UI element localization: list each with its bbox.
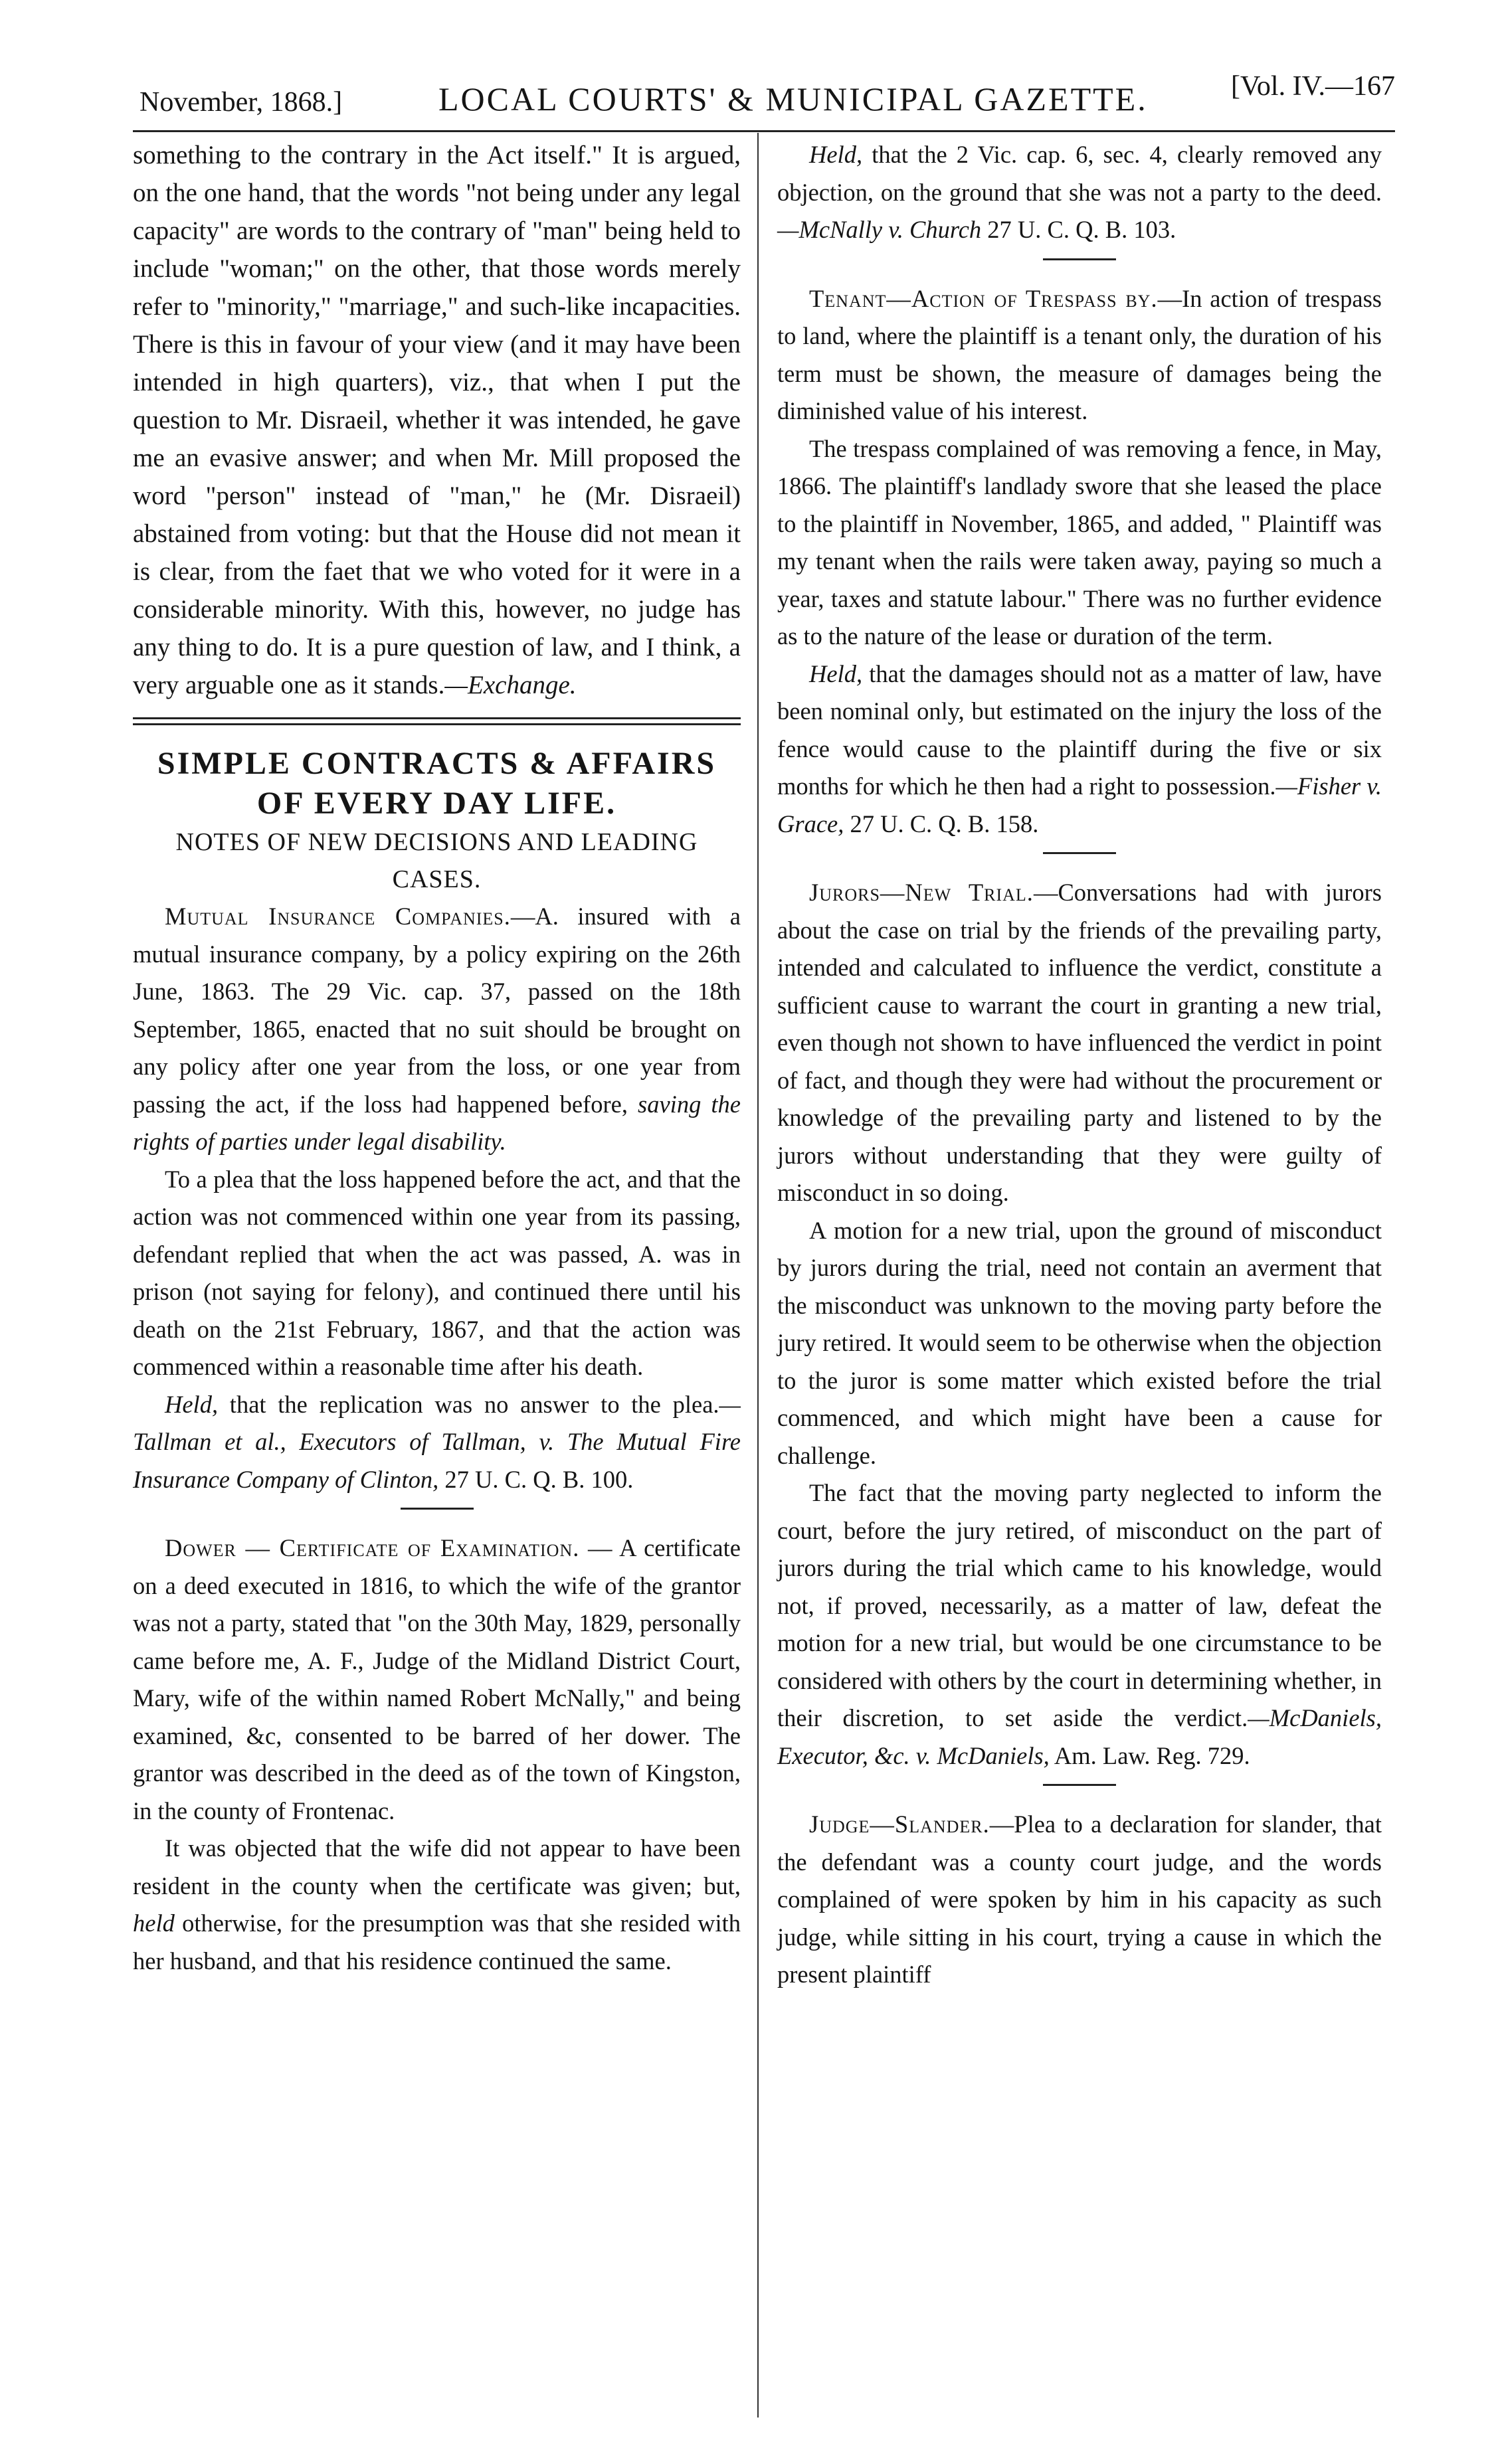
- header-title: LOCAL COURTS' & MUNICIPAL GAZETTE.: [438, 80, 1148, 118]
- dower-paragraph: Dower — Certificate of Examination. — A certificate on a deed executed in 1816, to which the wife of the grantor was not a party, stated that "on the 30th May, 1829, personally came before me, A. F., Judge of the Midland District Court, Mary, wife of the within named Robert McNally," and being examined, &c, consented to be barred of her dower. The grantor was described in the deed as of the town of Kingston, in the county of Frontenac.: [133, 1534, 741, 1824]
- jurors-motion: A motion for a new trial, upon the ground of misconduct by jurors during the trial, need not contain an averment that the misconduct was unknown to the moving party before the jury retired. It would seem to be otherwise when the objection to the juror is some matter which existed before the trial commenced, and which might have been a cause for challenge.: [777, 1216, 1382, 1469]
- dower-heading: Dower — Certificate of Examination.: [165, 1534, 580, 1561]
- dower-objection: It was objected that the wife did not appear to have been resident in the county when the certificate was given; but, held otherwise, for the presumption was that she resided with her husband, and that his residence continued the same.: [133, 1834, 741, 1975]
- tenant-citation: —Fisher v. Grace,: [777, 772, 1382, 837]
- case-separator: [401, 1508, 474, 1510]
- judge-heading: Judge—Slander.: [809, 1810, 990, 1838]
- left-column: [133, 136, 741, 1980]
- jurors-paragraph: Jurors—New Trial.—Conversations had with jurors about the case on trial by the friends of the prevailing party, intended and calculated to influence the verdict, constitute a sufficient cause to warrant the court in granting a new trial, even though not shown to have influenced the verdict in point of fact, and though they were had without the procurement or knowledge of the prevailing party and listened to by the jurors without understanding that they were guilty of misconduct in so doing.: [777, 879, 1382, 1206]
- jurors-citation: —McDaniels, Executor, &c. v. McDaniels,: [777, 1704, 1382, 1769]
- column-divider: [757, 133, 759, 2418]
- dower-held: Held, that the 2 Vic. cap. 6, sec. 4, clearly removed any objection, on the ground that she was not a party to the deed.—McNally v. Church 27 U. C. Q. B. 103.: [777, 141, 1382, 243]
- mutual-insurance-heading: Mutual Insurance Companies.: [165, 903, 511, 930]
- continued-article-source: —Exchange.: [444, 671, 577, 699]
- tenant-paragraph: Tenant—Action of Trespass by.—In action of trespass to land, where the plaintiff is a tenant only, the duration of his term must be shown, the measure of damages being the diminished value of his interest.: [777, 284, 1382, 424]
- tenant-facts: The trespass complained of was removing a fence, in May, 1866. The plaintiff's landlady swore that she leased the place to the plaintiff in November, 1865, and added, " Plaintiff was my tenant when the rails were taken away, paying so much a year, taxes and statute labour." There was no further evidence as to the nature of the lease or duration of the term.: [777, 434, 1382, 650]
- header-date: November, 1868.]: [140, 87, 343, 118]
- case-separator: [1043, 852, 1116, 854]
- jurors-heading: Jurors—New Trial.: [809, 879, 1034, 906]
- judge-paragraph: Judge—Slander.—Plea to a declaration for slander, that the defendant was a county court judge, and the words complained of were spoken by him in his capacity as such judge, while sitting in his court, trying a cause in which the present plaintiff: [777, 1810, 1382, 1988]
- header-volume: [Vol. IV.—167: [1231, 71, 1395, 102]
- dower-citation: —McNally v. Church: [777, 216, 982, 243]
- section-rule: [133, 717, 741, 725]
- jurors-fact: The fact that the moving party neglected to inform the court, before the jury retired, of misconduct on the part of jurors during the trial which came to his knowledge, would not, if proved, necessarily, as a matter of law, defeat the motion for a new trial, but would be one circumstance to be considered with others by the court in determining whether, in their discretion, to set aside the verdict.—McDaniels, Executor, &c. v. McDaniels, Am. Law. Reg. 729.: [777, 1479, 1382, 1769]
- mutual-insurance-held: Held, that the replication was no answer to the plea.—Tallman et al., Executors of Tallman, v. The Mutual Fire Insurance Company of Clinton, 27 U. C. Q. B. 100.: [133, 1390, 741, 1493]
- mutual-insurance-citation: —Tallman et al., Executors of Tallman, v. The Mutual Fire Insurance Company of Clinton,: [133, 1390, 741, 1493]
- case-separator: [1043, 258, 1116, 260]
- case-separator: [1043, 1784, 1116, 1786]
- mutual-insurance-plea: To a plea that the loss happened before the act, and that the action was not commenced within one year from its passing, defendant replied that when the act was passed, A. was in prison (not saying for felony), and continued there until his death on the 21st February, 1867, and that the action was commenced within a reasonable time after his death.: [133, 1165, 741, 1380]
- page-header: [133, 46, 1395, 120]
- header-rule: [133, 130, 1395, 132]
- continued-article: [133, 136, 741, 704]
- tenant-held: Held, that the damages should not as a matter of law, have been nominal only, but estimated on the injury the loss of the fence would cause to the plaintiff during the five or six months for which he then had a right to possession.—Fisher v. Grace, 27 U. C. Q. B. 158.: [777, 660, 1382, 837]
- right-column: [777, 136, 1382, 1994]
- section-subtitle: NOTES OF NEW DECISIONS AND LEADING CASES.: [175, 828, 698, 893]
- continued-article-text: something to the contrary in the Act itself." It is argued, on the one hand, that the words "not being under any legal capacity" are words to the contrary of "man" being held to include "woman;" on the other, that those words merely refer to "minority," "marriage," and such-like incapacities. There is this in favour of your view (and it may have been intended in high quarters), viz., that when I put the question to Mr. Disraeil, whether it was intended, he gave me an evasive answer; and when Mr. Mill proposed the word "person" instead of "man," he (Mr. Disraeil) abstained from voting: but that the House did not mean it is clear, from the faet that we who voted for it were in a considerable minority. With this, however, no judge has any thing to do. It is a pure question of law, and I think, a very arguable one as it stands.: [133, 141, 741, 699]
- section-title-line-1: SIMPLE CONTRACTS & AFFAIRS: [157, 746, 717, 781]
- tenant-heading: Tenant—Action of Trespass by.: [809, 284, 1158, 312]
- section-title-line-2: OF EVERY DAY LIFE.: [256, 786, 617, 821]
- mutual-insurance-paragraph: Mutual Insurance Companies.—A. insured with a mutual insurance company, by a policy expiring on the 26th June, 1863. The 29 Vic. cap. 37, passed on the 18th September, 1865, enacted that no suit should be brought on any policy after one year from the loss, or one year from passing the act, if the loss had happened before, saving the rights of parties under legal disability.: [133, 903, 741, 1155]
